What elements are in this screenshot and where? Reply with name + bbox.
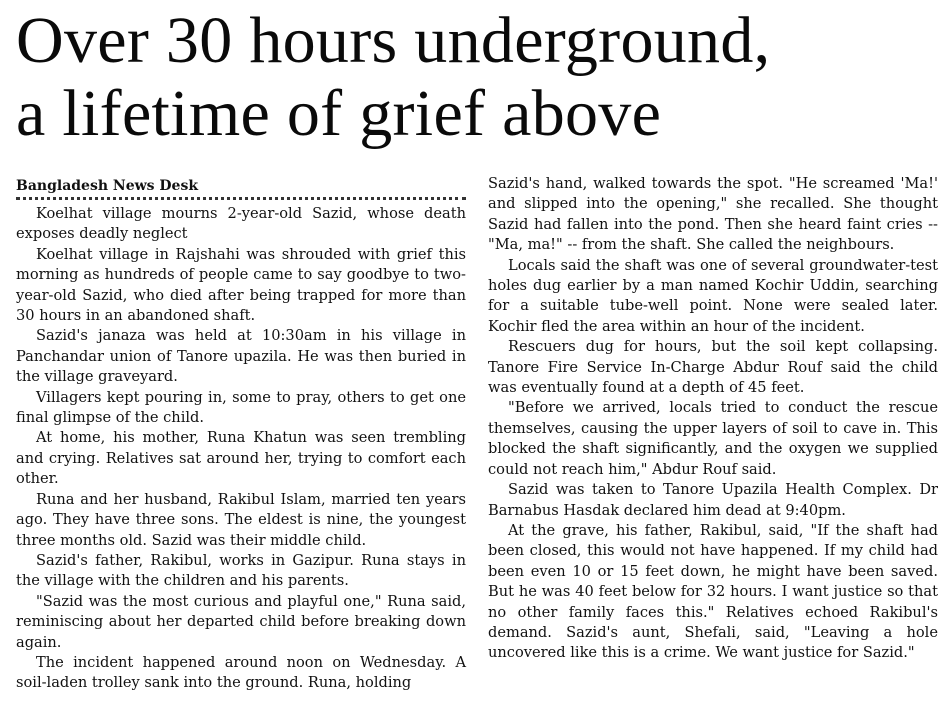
- paragraph-continued: Sazid's hand, walked towards the spot. "He screamed 'Ma!' and slipped into the opening," she recalled. She thought Sazid had fallen into the pond. Then she heard faint cries -- "Ma, ma!" -- from the shaft. She called the neighbours.: [488, 175, 938, 254]
- byline: Bangladesh News Desk: [16, 178, 466, 200]
- paragraph: Villagers kept pouring in, some to pray, others to get one final glimpse of the child.: [16, 388, 466, 427]
- paragraph: Koelhat village mourns 2-year-old Sazid, whose death exposes deadly neglect: [16, 205, 466, 243]
- paragraph: Koelhat village in Rajshahi was shrouded with grief this morning as hundreds of people came to say goodbye to two-year-old Sazid, who died after being trapped for more than 30 hours in an abandoned shaft.: [16, 245, 466, 325]
- paragraph: Sazid was taken to Tanore Upazila Health Complex. Dr Barnabus Hasdak declared him dead at 9:40pm.: [488, 481, 938, 519]
- article-columns: [16, 174, 938, 694]
- paragraph: The incident happened around noon on Wednesday. A soil-laden trolley sank into the ground. Runa, holding: [16, 653, 466, 692]
- paragraph: "Sazid was the most curious and playful one," Runa said, reminiscing about her departed child before breaking down again.: [16, 592, 466, 651]
- column-left: [16, 174, 466, 694]
- paragraph: Sazid's father, Rakibul, works in Gazipur. Runa stays in the village with the children and his parents.: [16, 551, 466, 590]
- paragraph: Runa and her husband, Rakibul Islam, married ten years ago. They have three sons. The eldest is nine, the youngest three months old. Sazid was their middle child.: [16, 490, 466, 549]
- headline: [16, 0, 938, 154]
- paragraph: Sazid's janaza was held at 10:30am in his village in Panchandar union of Tanore upazila. He was then buried in the village graveyard.: [16, 327, 466, 386]
- column-right: [488, 174, 938, 694]
- headline-line-2: a lifetime of grief above: [16, 77, 662, 150]
- paragraph: At home, his mother, Runa Khatun was seen trembling and crying. Relatives sat around her, trying to comfort each other.: [16, 429, 466, 488]
- paragraph: Rescuers dug for hours, but the soil kept collapsing. Tanore Fire Service In-Charge Abdur Rouf said the child was eventually found at a depth of 45 feet.: [488, 338, 938, 397]
- paragraph: "Before we arrived, locals tried to conduct the rescue themselves, causing the upper layers of soil to cave in. This blocked the shaft significantly, and the oxygen we supplied could not reach him," Abdur Rouf said.: [488, 399, 938, 478]
- paragraph: Locals said the shaft was one of several groundwater-test holes dug earlier by a man named Kochir Uddin, searching for a suitable tube-well point. None were sealed later. Kochir fled the area within an hour of the incident.: [488, 256, 938, 335]
- headline-line-1: Over 30 hours underground,: [16, 4, 771, 77]
- paragraph: At the grave, his father, Rakibul, said, "If the shaft had been closed, this would not have happened. If my child had been even 10 or 15 feet down, he might have been saved. But he was 40 feet below for 32 hours. I want justice so that no other family faces this." Relatives echoed Rakibul's demand. Sazid's aunt, Shefali, said, "Leaving a hole uncovered like this is a crime. We want justice for Sazid.": [488, 521, 938, 662]
